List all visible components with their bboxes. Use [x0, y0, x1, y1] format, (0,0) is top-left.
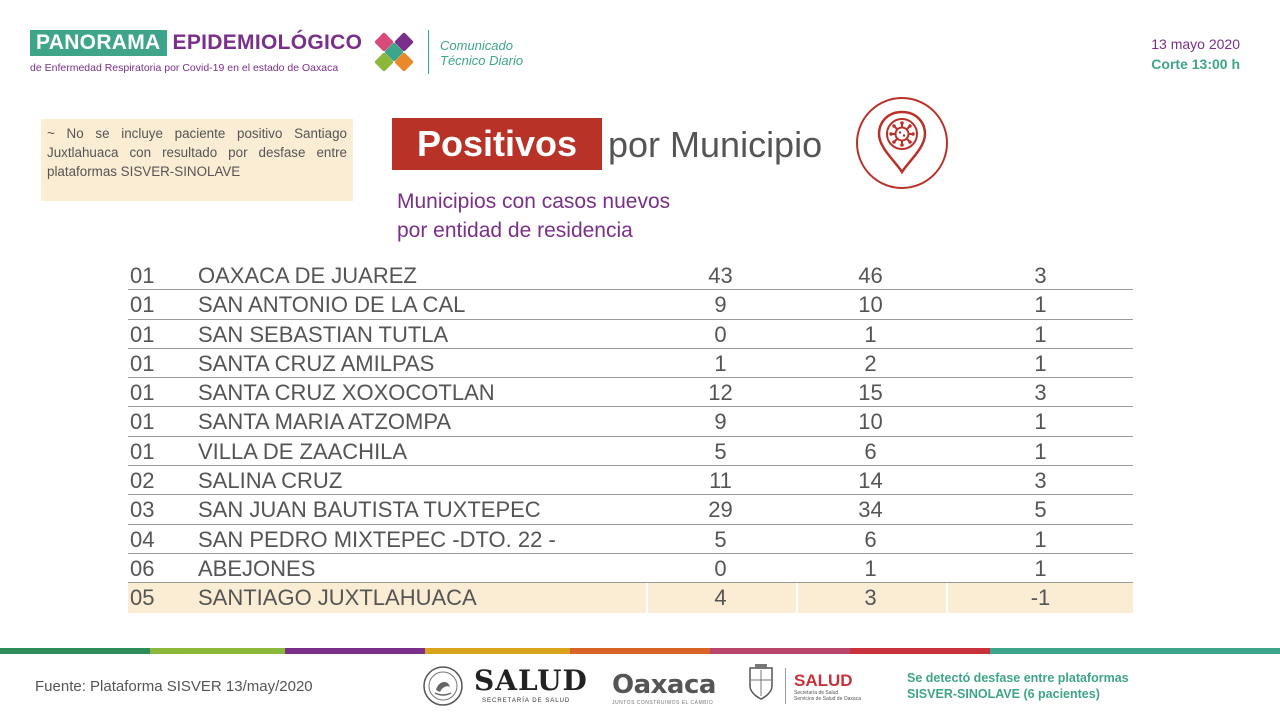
cell-value-c: 1	[1034, 555, 1047, 581]
subtitle-line-1: Municipios con casos nuevos	[397, 190, 671, 213]
cell-municipio: SAN ANTONIO DE LA CAL	[198, 292, 466, 318]
desfase-line-2: SISVER-SINOLAVE (6 pacientes)	[907, 687, 1100, 701]
color-bar-segment	[0, 648, 150, 654]
servicios-salud-oaxaca-logo	[794, 672, 861, 702]
cell-municipio: SAN JUAN BAUTISTA TUXTEPEC	[198, 497, 541, 523]
cell-value-a: 5	[714, 438, 727, 464]
salud-subtitle: SECRETARÍA DE SALUD	[482, 698, 571, 704]
cell-value-b: 46	[858, 263, 883, 288]
cell-municipio: SANTA CRUZ AMILPAS	[198, 350, 435, 376]
table-row	[128, 466, 1133, 495]
cell-region: 01	[130, 263, 155, 288]
cutoff-time: Corte 13:00 h	[1151, 56, 1240, 72]
cell-value-c: 1	[1034, 321, 1047, 347]
cell-value-a: 5	[714, 526, 727, 552]
logo-divider	[785, 668, 786, 704]
brand-word-panorama: PANORAMA	[30, 30, 167, 56]
color-bar-segment	[710, 648, 850, 654]
cell-municipio: VILLA DE ZAACHILA	[198, 438, 408, 464]
cell-value-c: 3	[1034, 380, 1047, 406]
table-row	[128, 495, 1133, 524]
table-row	[128, 407, 1133, 436]
cell-region: 04	[130, 526, 155, 552]
cell-value-a: 9	[714, 292, 727, 318]
comunicado-line-2: Técnico Diario	[440, 53, 524, 68]
subtitle-line-2: por entidad de residencia	[397, 219, 633, 242]
table-row	[128, 320, 1133, 349]
color-bar-segment	[425, 648, 570, 654]
cell-value-b: 1	[864, 555, 877, 581]
salud-red-sub-2: Servicios de Salud de Oaxaca	[794, 696, 861, 702]
cell-region: 02	[130, 468, 155, 494]
cell-value-b: 2	[864, 350, 877, 376]
cell-municipio: SAN SEBASTIAN TUTLA	[198, 321, 449, 347]
cell-value-b: 15	[858, 380, 883, 406]
oaxaca-logo	[612, 670, 716, 706]
brand-word-epidemiologico: EPIDEMIOLÓGICO	[172, 31, 363, 54]
cell-value-a: 1	[714, 350, 727, 376]
color-bar-segment	[990, 648, 1280, 654]
date-box	[1151, 36, 1240, 72]
state-shield-icon	[746, 662, 776, 702]
color-bar-segment	[850, 648, 990, 654]
table-row	[128, 437, 1133, 466]
cell-value-a: 9	[714, 409, 727, 435]
secretaria-salud-logo	[422, 662, 592, 708]
national-seal-icon	[422, 665, 464, 707]
comunicado-label	[440, 38, 523, 68]
table-row	[128, 290, 1133, 319]
color-bar-segment	[285, 648, 425, 654]
cell-value-b: 6	[864, 438, 877, 464]
cell-value-c: 1	[1034, 409, 1047, 435]
colored-diamond-logo-icon	[370, 28, 418, 76]
salud-wordmark: SALUD	[474, 664, 588, 697]
salud-red-sub-1: Secretaría de Salud	[794, 690, 839, 696]
color-bar-segment	[570, 648, 710, 654]
cell-municipio: SANTA CRUZ XOXOCOTLAN	[198, 380, 495, 406]
oaxaca-slogan: JUNTOS CONSTRUIMOS EL CAMBIO	[612, 700, 714, 706]
title-rest: por Municipio	[608, 124, 823, 165]
cell-value-b: 10	[858, 409, 883, 435]
cell-value-b: 1	[864, 321, 877, 347]
cell-region: 01	[130, 438, 155, 464]
cell-value-c: 1	[1034, 438, 1047, 464]
cell-municipio: SANTIAGO JUXTLAHUACA	[198, 585, 477, 611]
cell-value-b: 6	[864, 526, 877, 552]
title-highlight: Positivos	[392, 118, 602, 170]
cell-value-a: 43	[708, 263, 733, 288]
cell-region: 01	[130, 321, 155, 347]
cell-value-c: -1	[1030, 585, 1051, 611]
cell-value-a: 0	[714, 555, 727, 581]
cell-value-c: 5	[1034, 497, 1047, 523]
cell-region: 01	[130, 292, 155, 318]
desfase-line-1: Se detectó desfase entre plataformas	[907, 671, 1129, 685]
exclusion-note: ~ No se incluye paciente positivo Santiago Juxtlahuaca con resultado por desfase entre plataformas SISVER-SINOLAVE	[41, 119, 353, 201]
cell-region: 01	[130, 350, 155, 376]
cell-value-c: 1	[1034, 350, 1047, 376]
municipios-table	[128, 261, 1133, 613]
salud-red-wordmark: SALUD	[794, 671, 853, 690]
footer-color-bar	[0, 648, 1280, 654]
table-row	[128, 525, 1133, 554]
cell-municipio: ABEJONES	[198, 555, 316, 581]
virus-location-pin-icon	[851, 96, 953, 190]
cell-region: 01	[130, 380, 155, 406]
color-bar-segment	[150, 648, 285, 654]
cell-value-a: 0	[714, 321, 727, 347]
cell-municipio: SANTA MARIA ATZOMPA	[198, 409, 452, 435]
report-date: 13 mayo 2020	[1151, 36, 1240, 52]
table-row	[128, 261, 1133, 290]
cell-value-b: 34	[858, 497, 883, 523]
brand-subtitle: de Enfermedad Respiratoria por Covid-19 en el estado de Oaxaca	[30, 62, 339, 74]
cell-value-c: 3	[1034, 468, 1047, 494]
cell-value-b: 3	[864, 585, 877, 611]
cell-municipio: SALINA CRUZ	[198, 468, 343, 494]
cell-municipio: OAXACA DE JUAREZ	[198, 263, 417, 288]
table-row-highlighted	[128, 583, 1133, 612]
cell-value-b: 10	[858, 292, 883, 318]
oaxaca-wordmark: Oaxaca	[612, 670, 716, 700]
cell-value-c: 1	[1034, 526, 1047, 552]
desfase-notice	[907, 670, 1129, 702]
page-subtitle	[397, 187, 670, 245]
source-label: Fuente: Plataforma SISVER 13/may/2020	[35, 678, 313, 695]
cell-region: 05	[130, 585, 155, 611]
comunicado-line-1: Comunicado	[440, 38, 513, 53]
cell-value-a: 11	[709, 468, 732, 494]
cell-value-a: 29	[708, 497, 733, 523]
table-row	[128, 554, 1133, 583]
cell-value-a: 4	[714, 585, 727, 611]
header	[30, 30, 1250, 90]
cell-region: 01	[130, 409, 155, 435]
cell-municipio: SAN PEDRO MIXTEPEC -DTO. 22 -	[198, 526, 556, 552]
cell-region: 06	[130, 555, 155, 581]
cell-region: 03	[130, 497, 155, 523]
cell-value-c: 1	[1034, 292, 1047, 318]
table-row	[128, 378, 1133, 407]
brand-logo	[30, 30, 362, 74]
table-row	[128, 349, 1133, 378]
cell-value-b: 14	[858, 468, 883, 494]
header-divider	[428, 30, 429, 74]
cell-value-a: 12	[708, 380, 733, 406]
cell-value-c: 3	[1034, 263, 1047, 288]
